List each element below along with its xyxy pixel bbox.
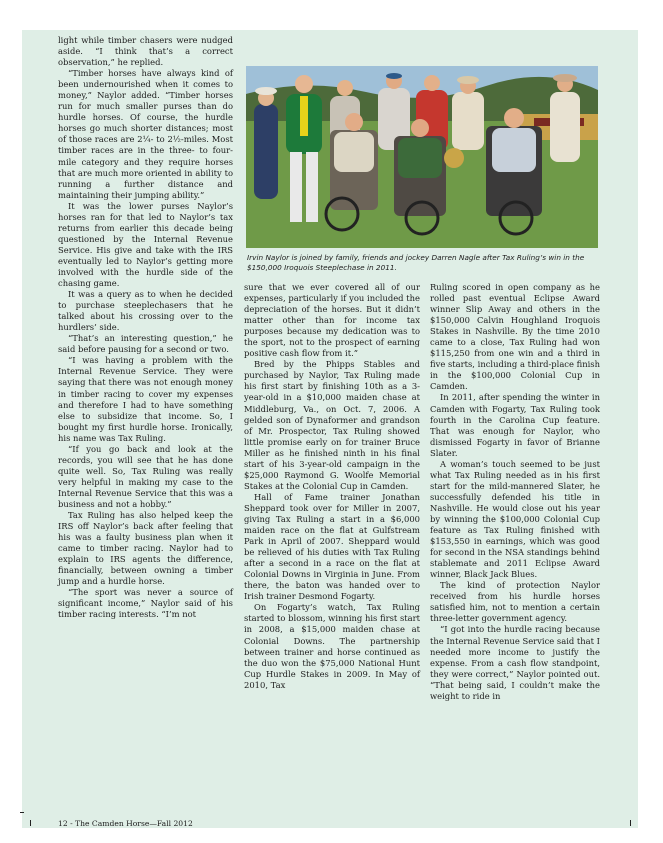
paragraph: Tax Ruling has also helped keep the IRS off Naylor’s back after feeling that his was a faulty business plan when it came to timber racing. Naylor had to explain to IRS agents the difference, financially, between owning a timber jump and a hurdle horse. (58, 510, 233, 587)
paragraph: sure that we ever covered all of our expenses, particularly if you included the depreciation of the horses. But it didn’t matter other than for income tax purposes because my dedication was to the sport, not to the prospect of earning positive cash flow from it.” (244, 282, 420, 359)
paragraph: Bred by the Phipps Stables and purchased by Naylor, Tax Ruling made his first start by finishing 10th as a 3-year-old in a $10,000 maiden chase at Middleburg, Va., on Oct. 7, 2006. A gelded son of Dynaformer and grandson of Mr. Prospector, Tax Ruling showed little promise early on for trainer Bruce Miller as he finished ninth in his final start of his 3-year-old campaign in the $25,000 Raymond G. Woolfe Memorial Stakes at the Colonial Cup in Camden. (244, 359, 420, 491)
paragraph: In 2011, after spending the winter in Camden with Fogarty, Tax Ruling took fourth in the Carolina Cup feature. That was enough for Naylor, who dismissed Fogarty in favor of Brianne Slater. (430, 392, 600, 458)
paragraph: “I got into the hurdle racing because the Internal Revenue Service said that I needed more income to justify the expense. From a cash flow standpoint, they were correct,” Naylor pointed out. “That being said, I couldn’t make the weight to ride in (430, 624, 600, 701)
article-column-3 (430, 282, 600, 702)
page-footer: 12 - The Camden Horse—Fall 2012 (58, 819, 193, 828)
paragraph: light while timber chasers were nudged aside. “I think that’s a correct observation,” he replied. (58, 35, 233, 68)
paragraph: On Fogarty’s watch, Tax Ruling started to blossom, winning his first start in 2008, a $15,000 maiden chase at Colonial Downs. The partnership between trainer and horse continued as the duo won the $75,000 National Hunt Cup Hurdle Stakes in 2009. In May of 2010, Tax (244, 602, 420, 690)
paragraph: Ruling scored in open company as he rolled past eventual Eclipse Award winner Slip Away and others in the $150,000 Calvin Houghland Iroquois Stakes in Nashville. By the time 2010 came to a close, Tax Ruling had won $115,250 from one win and a third in five starts, including a third-place finish in the $100,000 Colonial Cup in Camden. (430, 282, 600, 392)
paragraph: “The sport was never a source of significant income,” Naylor said of his timber racing interests. “I’m not (58, 587, 233, 620)
photo-illustration (246, 66, 598, 248)
paragraph: The kind of protection Naylor received from his hurdle horses satisfied him, not to mention a certain three-letter government agency. (430, 580, 600, 624)
crop-mark (20, 812, 24, 813)
paragraph: “I was having a problem with the Internal Revenue Service. They were saying that there was not enough money in timber racing to cover my expenses and therefore I had to have something else to subsidize that income. So, I bought my first hurdle horse. Ironically, his name was Tax Ruling. (58, 355, 233, 443)
winners-circle-photo (246, 66, 598, 248)
paragraph: It was the lower purses Naylor’s horses ran for that led to Naylor’s tax returns from earlier this decade being questioned by the Internal Revenue Service. His give and take with the IRS eventually led to Naylor’s getting more involved with the hurdle side of the chasing game. (58, 200, 233, 289)
article-column-2 (244, 282, 420, 691)
paragraph: “If you go back and look at the records, you will see that he has done quite well. So, Tax Ruling was really very helpful in making my case to the Internal Revenue Service that this was a business and not a hobby.” (58, 443, 233, 509)
crop-mark (630, 820, 631, 826)
article-column-1 (58, 35, 233, 620)
paragraph: It was a query as to when he decided to purchase steeplechasers that he talked about his crossing over to the hurdlers’ side. (58, 289, 233, 333)
photo-caption: Irvin Naylor is joined by family, friends and jockey Darren Nagle after Tax Ruling’s win in the $150,000 Iroquois Steeplechase in 2011. (247, 253, 585, 272)
paragraph: A woman’s touch seemed to be just what Tax Ruling needed as in his first start for the mild-mannered Slater, he successfully defended his title in Nashville. He would close out his year by winning the $100,000 Colonial Cup feature as Tax Ruling finished with $153,550 in earnings, which was good for second in the NSA standings behind stablemate and 2011 Eclipse Award winner, Black Jack Blues. (430, 458, 600, 580)
paragraph: “That’s an interesting question,” he said before pausing for a second or two. (58, 333, 233, 355)
paragraph: “Timber horses have always kind of been undernourished when it comes to money,” Naylor added. “Timber horses run for much smaller purses than do hurdle horses. Of course, the hurdle horses go much shorter distances; most of those races are 2¼- to 2½-miles. Most timber races are in the three- to four-mile category and they require horses that are much more oriented in ability to running a further distance and maintaining their jumping ability.” (58, 68, 233, 200)
crop-mark (30, 820, 31, 826)
paragraph: Hall of Fame trainer Jonathan Sheppard took over for Miller in 2007, giving Tax Ruling a start in a $6,000 maiden race on the flat at Gulfstream Park in April of 2007. Sheppard would be relieved of his duties with Tax Ruling after a second in a race on the flat at Colonial Downs in Virginia in June. From there, the baton was handed over to Irish trainer Desmond Fogarty. (244, 491, 420, 602)
